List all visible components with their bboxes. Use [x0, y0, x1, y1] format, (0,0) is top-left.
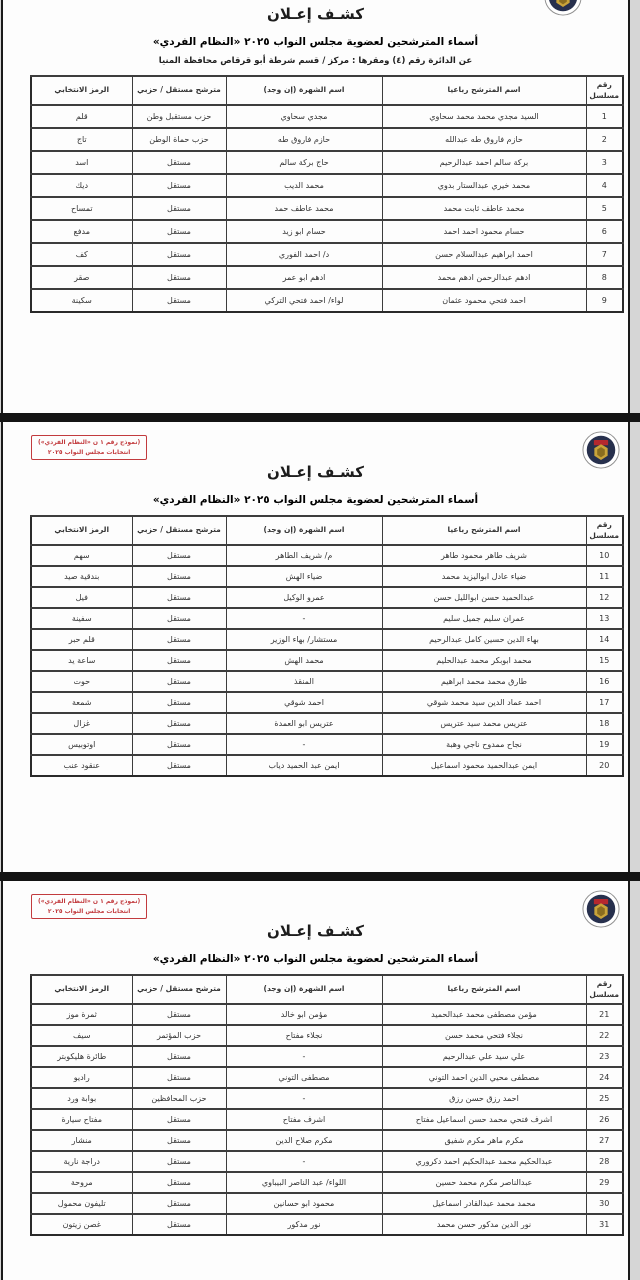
form-number-stamp	[31, 894, 147, 919]
table-body-2	[31, 545, 623, 776]
name-cell: نور الدين مدكور حسن محمد	[382, 1214, 586, 1235]
symbol-cell: مفتاح سيارة	[31, 1109, 132, 1130]
table-row	[31, 243, 623, 266]
party-cell: مستقل	[132, 1151, 226, 1172]
nick-cell: ايمن عبد الحميد دياب	[226, 755, 382, 776]
no-cell: 20	[586, 755, 623, 776]
name-cell: نجلاء فتحي محمد حسن	[382, 1025, 586, 1046]
header-serial: رقم مسلسل	[586, 975, 623, 1004]
party-cell: مستقل	[132, 650, 226, 671]
nick-cell: حازم فاروق طه	[226, 128, 382, 151]
nick-cell: مصطفى التوني	[226, 1067, 382, 1088]
nick-cell: حاج بركة سالم	[226, 151, 382, 174]
table-row	[31, 1004, 623, 1025]
party-cell: مستقل	[132, 266, 226, 289]
name-cell: عبدالناصر مكرم محمد حسين	[382, 1172, 586, 1193]
party-cell: مستقل	[132, 1172, 226, 1193]
no-cell: 7	[586, 243, 623, 266]
symbol-cell: مروحة	[31, 1172, 132, 1193]
header-party: مترشح مستقل / حزبي	[132, 76, 226, 105]
nick-cell: محمد الهش	[226, 650, 382, 671]
symbol-cell: ثمرة موز	[31, 1004, 132, 1025]
district-line: عن الدائرة رقم (٤) ومقرها : مركز / قسم شرطة أبو قرقاص محافظة المنيا	[158, 56, 473, 66]
no-cell: 21	[586, 1004, 623, 1025]
party-cell: مستقل	[132, 243, 226, 266]
table-row	[31, 105, 623, 128]
symbol-cell: قلم	[31, 105, 132, 128]
no-cell: 5	[586, 197, 623, 220]
symbol-cell: اوتوبيس	[31, 734, 132, 755]
table-row	[31, 713, 623, 734]
nick-cell: ادهم ابو عمر	[226, 266, 382, 289]
table-row	[31, 128, 623, 151]
no-cell: 9	[586, 289, 623, 312]
election-authority-emblem-icon	[582, 890, 620, 932]
symbol-cell: غصن زيتون	[31, 1214, 132, 1235]
stamp-line-2: انتخابات مجلس النواب ٢٠٢٥	[47, 907, 131, 915]
header-serial: رقم مسلسل	[586, 516, 623, 545]
header-symbol: الرمز الانتخابي	[31, 516, 132, 545]
no-cell: 13	[586, 608, 623, 629]
nick-cell: نجلاء مفتاح	[226, 1025, 382, 1046]
table-header-row	[31, 76, 623, 105]
table-row	[31, 1214, 623, 1235]
party-cell: مستقل	[132, 174, 226, 197]
nick-cell: مؤمن ابو خالد	[226, 1004, 382, 1025]
table-row	[31, 587, 623, 608]
symbol-cell: سفينة	[31, 608, 132, 629]
party-cell: مستقل	[132, 629, 226, 650]
party-cell: مستقل	[132, 608, 226, 629]
party-cell: مستقل	[132, 220, 226, 243]
name-cell: مؤمن مصطفى محمد عبدالحميد	[382, 1004, 586, 1025]
nick-cell: مجدي سحاوي	[226, 105, 382, 128]
party-cell: مستقل	[132, 692, 226, 713]
candidates-table-1	[30, 75, 624, 313]
party-cell: مستقل	[132, 755, 226, 776]
party-cell: حزب المحافظين	[132, 1088, 226, 1109]
party-cell: حزب المؤتمر	[132, 1025, 226, 1046]
table-row	[31, 289, 623, 312]
nick-cell: -	[226, 1151, 382, 1172]
no-cell: 10	[586, 545, 623, 566]
no-cell: 12	[586, 587, 623, 608]
candidates-table-2	[30, 515, 624, 777]
nick-cell: احمد شوقي	[226, 692, 382, 713]
party-cell: مستقل	[132, 289, 226, 312]
party-cell: مستقل	[132, 587, 226, 608]
page-subtitle: أسماء المترشحين لعضوية مجلس النواب ٢٠٢٥ «النظام الفردي»	[152, 953, 479, 965]
nick-cell: -	[226, 608, 382, 629]
name-cell: ادهم عبدالرحمن ادهم محمد	[382, 266, 586, 289]
table-row	[31, 629, 623, 650]
party-cell: مستقل	[132, 151, 226, 174]
nick-cell: لواء/ احمد فتحي التركي	[226, 289, 382, 312]
table-row	[31, 266, 623, 289]
table-row	[31, 608, 623, 629]
header-name: اسم المترشح رباعيا	[382, 516, 586, 545]
nick-cell: م/ شريف الطاهر	[226, 545, 382, 566]
page-title: كشـف إعـلان	[267, 463, 364, 481]
symbol-cell: كف	[31, 243, 132, 266]
party-cell: مستقل	[132, 671, 226, 692]
symbol-cell: شمعة	[31, 692, 132, 713]
no-cell: 25	[586, 1088, 623, 1109]
table-row	[31, 1046, 623, 1067]
table-row	[31, 220, 623, 243]
table-header	[31, 76, 623, 105]
party-cell: مستقل	[132, 1130, 226, 1151]
symbol-cell: تليفون محمول	[31, 1193, 132, 1214]
no-cell: 30	[586, 1193, 623, 1214]
no-cell: 24	[586, 1067, 623, 1088]
symbol-cell: طائرة هليكوبتر	[31, 1046, 132, 1067]
symbol-cell: سهم	[31, 545, 132, 566]
table-row	[31, 671, 623, 692]
table-header	[31, 516, 623, 545]
name-cell: شريف طاهر محمود طاهر	[382, 545, 586, 566]
name-cell: علي سيد علي عبدالرحيم	[382, 1046, 586, 1067]
name-cell: حازم فاروق طه عبدالله	[382, 128, 586, 151]
nick-cell: المنقذ	[226, 671, 382, 692]
symbol-cell: صقر	[31, 266, 132, 289]
table-body-3	[31, 1004, 623, 1235]
party-cell: مستقل	[132, 1109, 226, 1130]
party-cell: مستقل	[132, 566, 226, 587]
announcement-page-1	[1, 0, 630, 413]
symbol-cell: راديو	[31, 1067, 132, 1088]
stamp-line-2: انتخابات مجلس النواب ٢٠٢٥	[47, 448, 131, 456]
header-name: اسم المترشح رباعيا	[382, 975, 586, 1004]
name-cell: احمد رزق حسن رزق	[382, 1088, 586, 1109]
name-cell: عتريس محمد سيد عتريس	[382, 713, 586, 734]
name-cell: احمد فتحي محمود عثمان	[382, 289, 586, 312]
name-cell: عبدالحكيم محمد عبدالحكيم احمد دكروري	[382, 1151, 586, 1172]
nick-cell: -	[226, 734, 382, 755]
no-cell: 27	[586, 1130, 623, 1151]
name-cell: ضياء عادل ابواليزيد محمد	[382, 566, 586, 587]
stamp-line-1: (نموذج رقم ١ ن «النظام الفردي»)	[38, 898, 141, 905]
party-cell: مستقل	[132, 1046, 226, 1067]
name-cell: عبدالحميد حسن ابوالليل حسن	[382, 587, 586, 608]
no-cell: 14	[586, 629, 623, 650]
no-cell: 3	[586, 151, 623, 174]
no-cell: 31	[586, 1214, 623, 1235]
header-symbol: الرمز الانتخابي	[31, 76, 132, 105]
no-cell: 18	[586, 713, 623, 734]
symbol-cell: فيل	[31, 587, 132, 608]
symbol-cell: سيف	[31, 1025, 132, 1046]
party-cell: مستقل	[132, 734, 226, 755]
no-cell: 29	[586, 1172, 623, 1193]
nick-cell: -	[226, 1088, 382, 1109]
symbol-cell: بندقية صيد	[31, 566, 132, 587]
header-party: مترشح مستقل / حزبي	[132, 516, 226, 545]
name-cell: طارق محمد محمد ابراهيم	[382, 671, 586, 692]
table-row	[31, 1067, 623, 1088]
no-cell: 11	[586, 566, 623, 587]
page-title: كشـف إعـلان	[267, 5, 364, 23]
table-header-row	[31, 975, 623, 1004]
nick-cell: محمد عاطف حمد	[226, 197, 382, 220]
page-subtitle: أسماء المترشحين لعضوية مجلس النواب ٢٠٢٥ «النظام الفردي»	[152, 36, 479, 48]
table-row	[31, 1151, 623, 1172]
nick-cell: مستشار/ بهاء الوزير	[226, 629, 382, 650]
name-cell: محمد محمد عبدالقادر اسماعيل	[382, 1193, 586, 1214]
name-cell: بهاء الدين حسين كامل عبدالرحيم	[382, 629, 586, 650]
header-nickname: اسم الشهرة (إن وجد)	[226, 516, 382, 545]
party-cell: مستقل	[132, 1193, 226, 1214]
table-row	[31, 197, 623, 220]
name-cell: السيد مجدي محمد محمد سحاوي	[382, 105, 586, 128]
no-cell: 26	[586, 1109, 623, 1130]
table-row	[31, 1193, 623, 1214]
no-cell: 19	[586, 734, 623, 755]
name-cell: احمد عماد الدين سيد محمد شوقي	[382, 692, 586, 713]
header-serial: رقم مسلسل	[586, 76, 623, 105]
header-symbol: الرمز الانتخابي	[31, 975, 132, 1004]
table-row	[31, 692, 623, 713]
table-row	[31, 755, 623, 776]
symbol-cell: قلم حبر	[31, 629, 132, 650]
name-cell: محمد عاطف ثابت محمد	[382, 197, 586, 220]
name-cell: محمد ابوبكر محمد عبدالحليم	[382, 650, 586, 671]
no-cell: 28	[586, 1151, 623, 1172]
name-cell: حسام محمود احمد احمد	[382, 220, 586, 243]
no-cell: 22	[586, 1025, 623, 1046]
name-cell: نجاح ممدوح ناجي وهبة	[382, 734, 586, 755]
nick-cell: محمود ابو حسانين	[226, 1193, 382, 1214]
election-authority-emblem-icon	[544, 0, 582, 20]
stamp-line-1: (نموذج رقم ١ ن «النظام الفردي»)	[38, 439, 141, 446]
table-row	[31, 650, 623, 671]
nick-cell: حسام ابو زيد	[226, 220, 382, 243]
party-cell: مستقل	[132, 1067, 226, 1088]
symbol-cell: مدفع	[31, 220, 132, 243]
table-header	[31, 975, 623, 1004]
page-subtitle: أسماء المترشحين لعضوية مجلس النواب ٢٠٢٥ «النظام الفردي»	[152, 494, 479, 506]
table-row	[31, 1172, 623, 1193]
symbol-cell: بوابة ورد	[31, 1088, 132, 1109]
header-party: مترشح مستقل / حزبي	[132, 975, 226, 1004]
table-row	[31, 1109, 623, 1130]
form-number-stamp	[31, 435, 147, 460]
page-separator	[0, 872, 640, 881]
nick-cell: ضياء الهش	[226, 566, 382, 587]
party-cell: مستقل	[132, 1004, 226, 1025]
election-authority-emblem-icon	[582, 431, 620, 473]
nick-cell: عمرو الوكيل	[226, 587, 382, 608]
nick-cell: اشرف مفتاح	[226, 1109, 382, 1130]
name-cell: اشرف فتحي محمد حسن اسماعيل مفتاح	[382, 1109, 586, 1130]
table-row	[31, 1025, 623, 1046]
nick-cell: اللواء/ عبد الناصر البيباوي	[226, 1172, 382, 1193]
announcement-page-2	[1, 422, 630, 872]
symbol-cell: ديك	[31, 174, 132, 197]
symbol-cell: غزال	[31, 713, 132, 734]
symbol-cell: منشار	[31, 1130, 132, 1151]
name-cell: مصطفى محيي الدين احمد التوني	[382, 1067, 586, 1088]
no-cell: 23	[586, 1046, 623, 1067]
name-cell: محمد خيري عبدالستار بدوي	[382, 174, 586, 197]
symbol-cell: ساعة يد	[31, 650, 132, 671]
table-row	[31, 734, 623, 755]
header-name: اسم المترشح رباعيا	[382, 76, 586, 105]
no-cell: 4	[586, 174, 623, 197]
table-row	[31, 1130, 623, 1151]
page-title: كشـف إعـلان	[267, 922, 364, 940]
name-cell: بركة سالم احمد عبدالرحيم	[382, 151, 586, 174]
nick-cell: عتريس ابو العمدة	[226, 713, 382, 734]
name-cell: عمران سليم جميل سليم	[382, 608, 586, 629]
nick-cell: -	[226, 1046, 382, 1067]
table-row	[31, 151, 623, 174]
name-cell: ايمن عبدالحميد محمود اسماعيل	[382, 755, 586, 776]
party-cell: مستقل	[132, 713, 226, 734]
candidates-table-3	[30, 974, 624, 1236]
symbol-cell: حوت	[31, 671, 132, 692]
party-cell: مستقل	[132, 545, 226, 566]
no-cell: 2	[586, 128, 623, 151]
party-cell: حزب حماة الوطن	[132, 128, 226, 151]
announcement-page-3	[1, 881, 630, 1280]
party-cell: مستقل	[132, 1214, 226, 1235]
nick-cell: مكرم صلاح الدين	[226, 1130, 382, 1151]
table-row	[31, 1088, 623, 1109]
no-cell: 15	[586, 650, 623, 671]
symbol-cell: سكينة	[31, 289, 132, 312]
no-cell: 1	[586, 105, 623, 128]
symbol-cell: اسد	[31, 151, 132, 174]
name-cell: احمد ابراهيم عبدالسلام حسن	[382, 243, 586, 266]
no-cell: 17	[586, 692, 623, 713]
party-cell: حزب مستقبل وطن	[132, 105, 226, 128]
no-cell: 8	[586, 266, 623, 289]
symbol-cell: دراجة نارية	[31, 1151, 132, 1172]
header-nickname: اسم الشهرة (إن وجد)	[226, 975, 382, 1004]
table-body-1	[31, 105, 623, 312]
symbol-cell: تاج	[31, 128, 132, 151]
no-cell: 16	[586, 671, 623, 692]
nick-cell: نور مدكور	[226, 1214, 382, 1235]
symbol-cell: تمساح	[31, 197, 132, 220]
no-cell: 6	[586, 220, 623, 243]
table-row	[31, 174, 623, 197]
nick-cell: د/ احمد الفوري	[226, 243, 382, 266]
header-nickname: اسم الشهرة (إن وجد)	[226, 76, 382, 105]
name-cell: مكرم ماهر مكرم شفيق	[382, 1130, 586, 1151]
symbol-cell: عنقود عنب	[31, 755, 132, 776]
table-row	[31, 545, 623, 566]
page-separator	[0, 413, 640, 422]
party-cell: مستقل	[132, 197, 226, 220]
table-header-row	[31, 516, 623, 545]
nick-cell: محمد الديب	[226, 174, 382, 197]
table-row	[31, 566, 623, 587]
